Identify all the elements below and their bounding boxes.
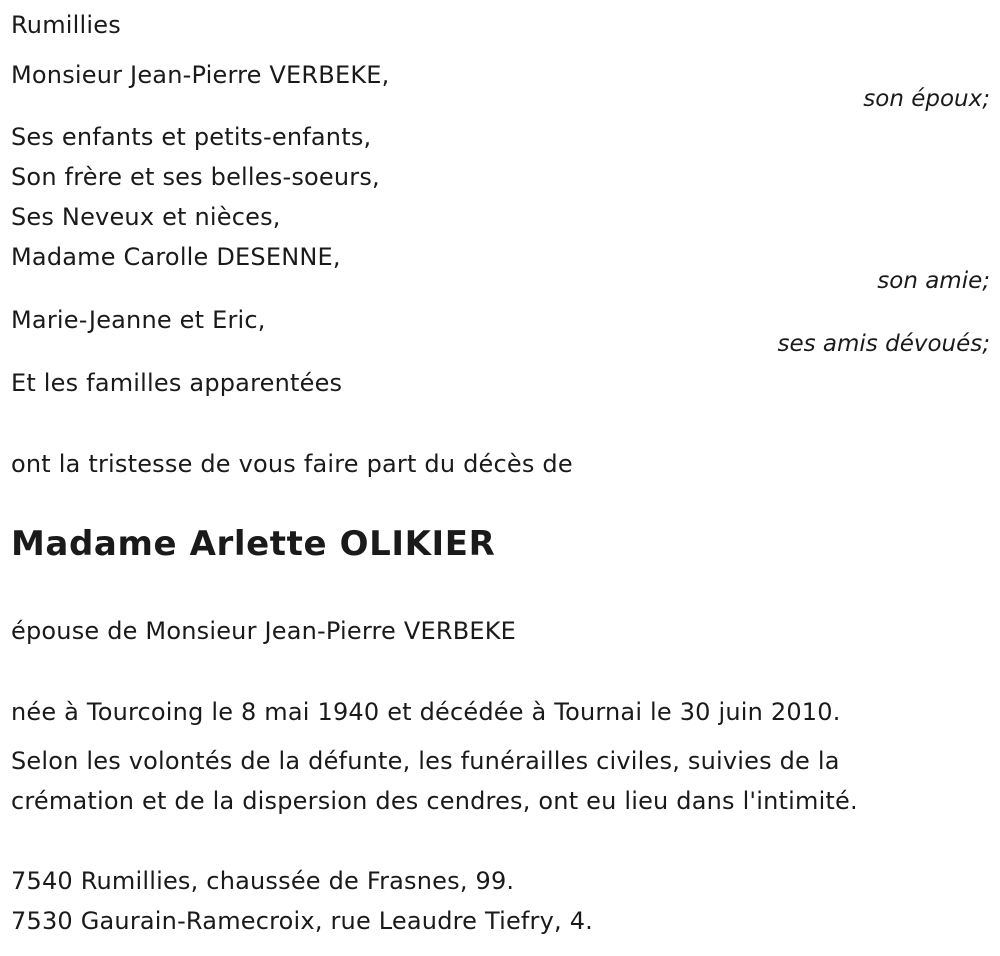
mourner-friends: Marie-Jeanne et Eric, xyxy=(11,306,266,334)
deceased-dates: née à Tourcoing le 8 mai 1940 et décédée à Tournai le 30 juin 2010. xyxy=(11,698,841,726)
mourner-friends-role: ses amis dévoués; xyxy=(777,331,990,357)
mourner-siblings: Son frère et ses belles-soeurs, xyxy=(11,163,380,191)
announcement-text: ont la tristesse de vous faire part du décès de xyxy=(11,450,573,478)
mourner-spouse-role: son époux; xyxy=(863,86,990,112)
place-heading: Rumillies xyxy=(11,11,121,39)
address-1: 7540 Rumillies, chaussée de Frasnes, 99. xyxy=(11,867,515,895)
mourner-children: Ses enfants et petits-enfants, xyxy=(11,123,372,151)
mourner-friend: Madame Carolle DESENNE, xyxy=(11,243,341,271)
mourner-spouse: Monsieur Jean-Pierre VERBEKE, xyxy=(11,61,390,89)
deceased-name: Madame Arlette OLIKIER xyxy=(11,524,496,564)
deceased-spouse: épouse de Monsieur Jean-Pierre VERBEKE xyxy=(11,617,517,645)
notice-line-1: Selon les volontés de la défunte, les funérailles civiles, suivies de la xyxy=(11,747,840,775)
mourner-nephews: Ses Neveux et nièces, xyxy=(11,203,281,231)
mourner-families: Et les familles apparentées xyxy=(11,369,343,397)
notice-line-2: crémation et de la dispersion des cendres, ont eu lieu dans l'intimité. xyxy=(11,787,858,815)
mourner-friend-role: son amie; xyxy=(877,268,990,294)
address-2: 7530 Gaurain-Ramecroix, rue Leaudre Tiefry, 4. xyxy=(11,907,593,935)
